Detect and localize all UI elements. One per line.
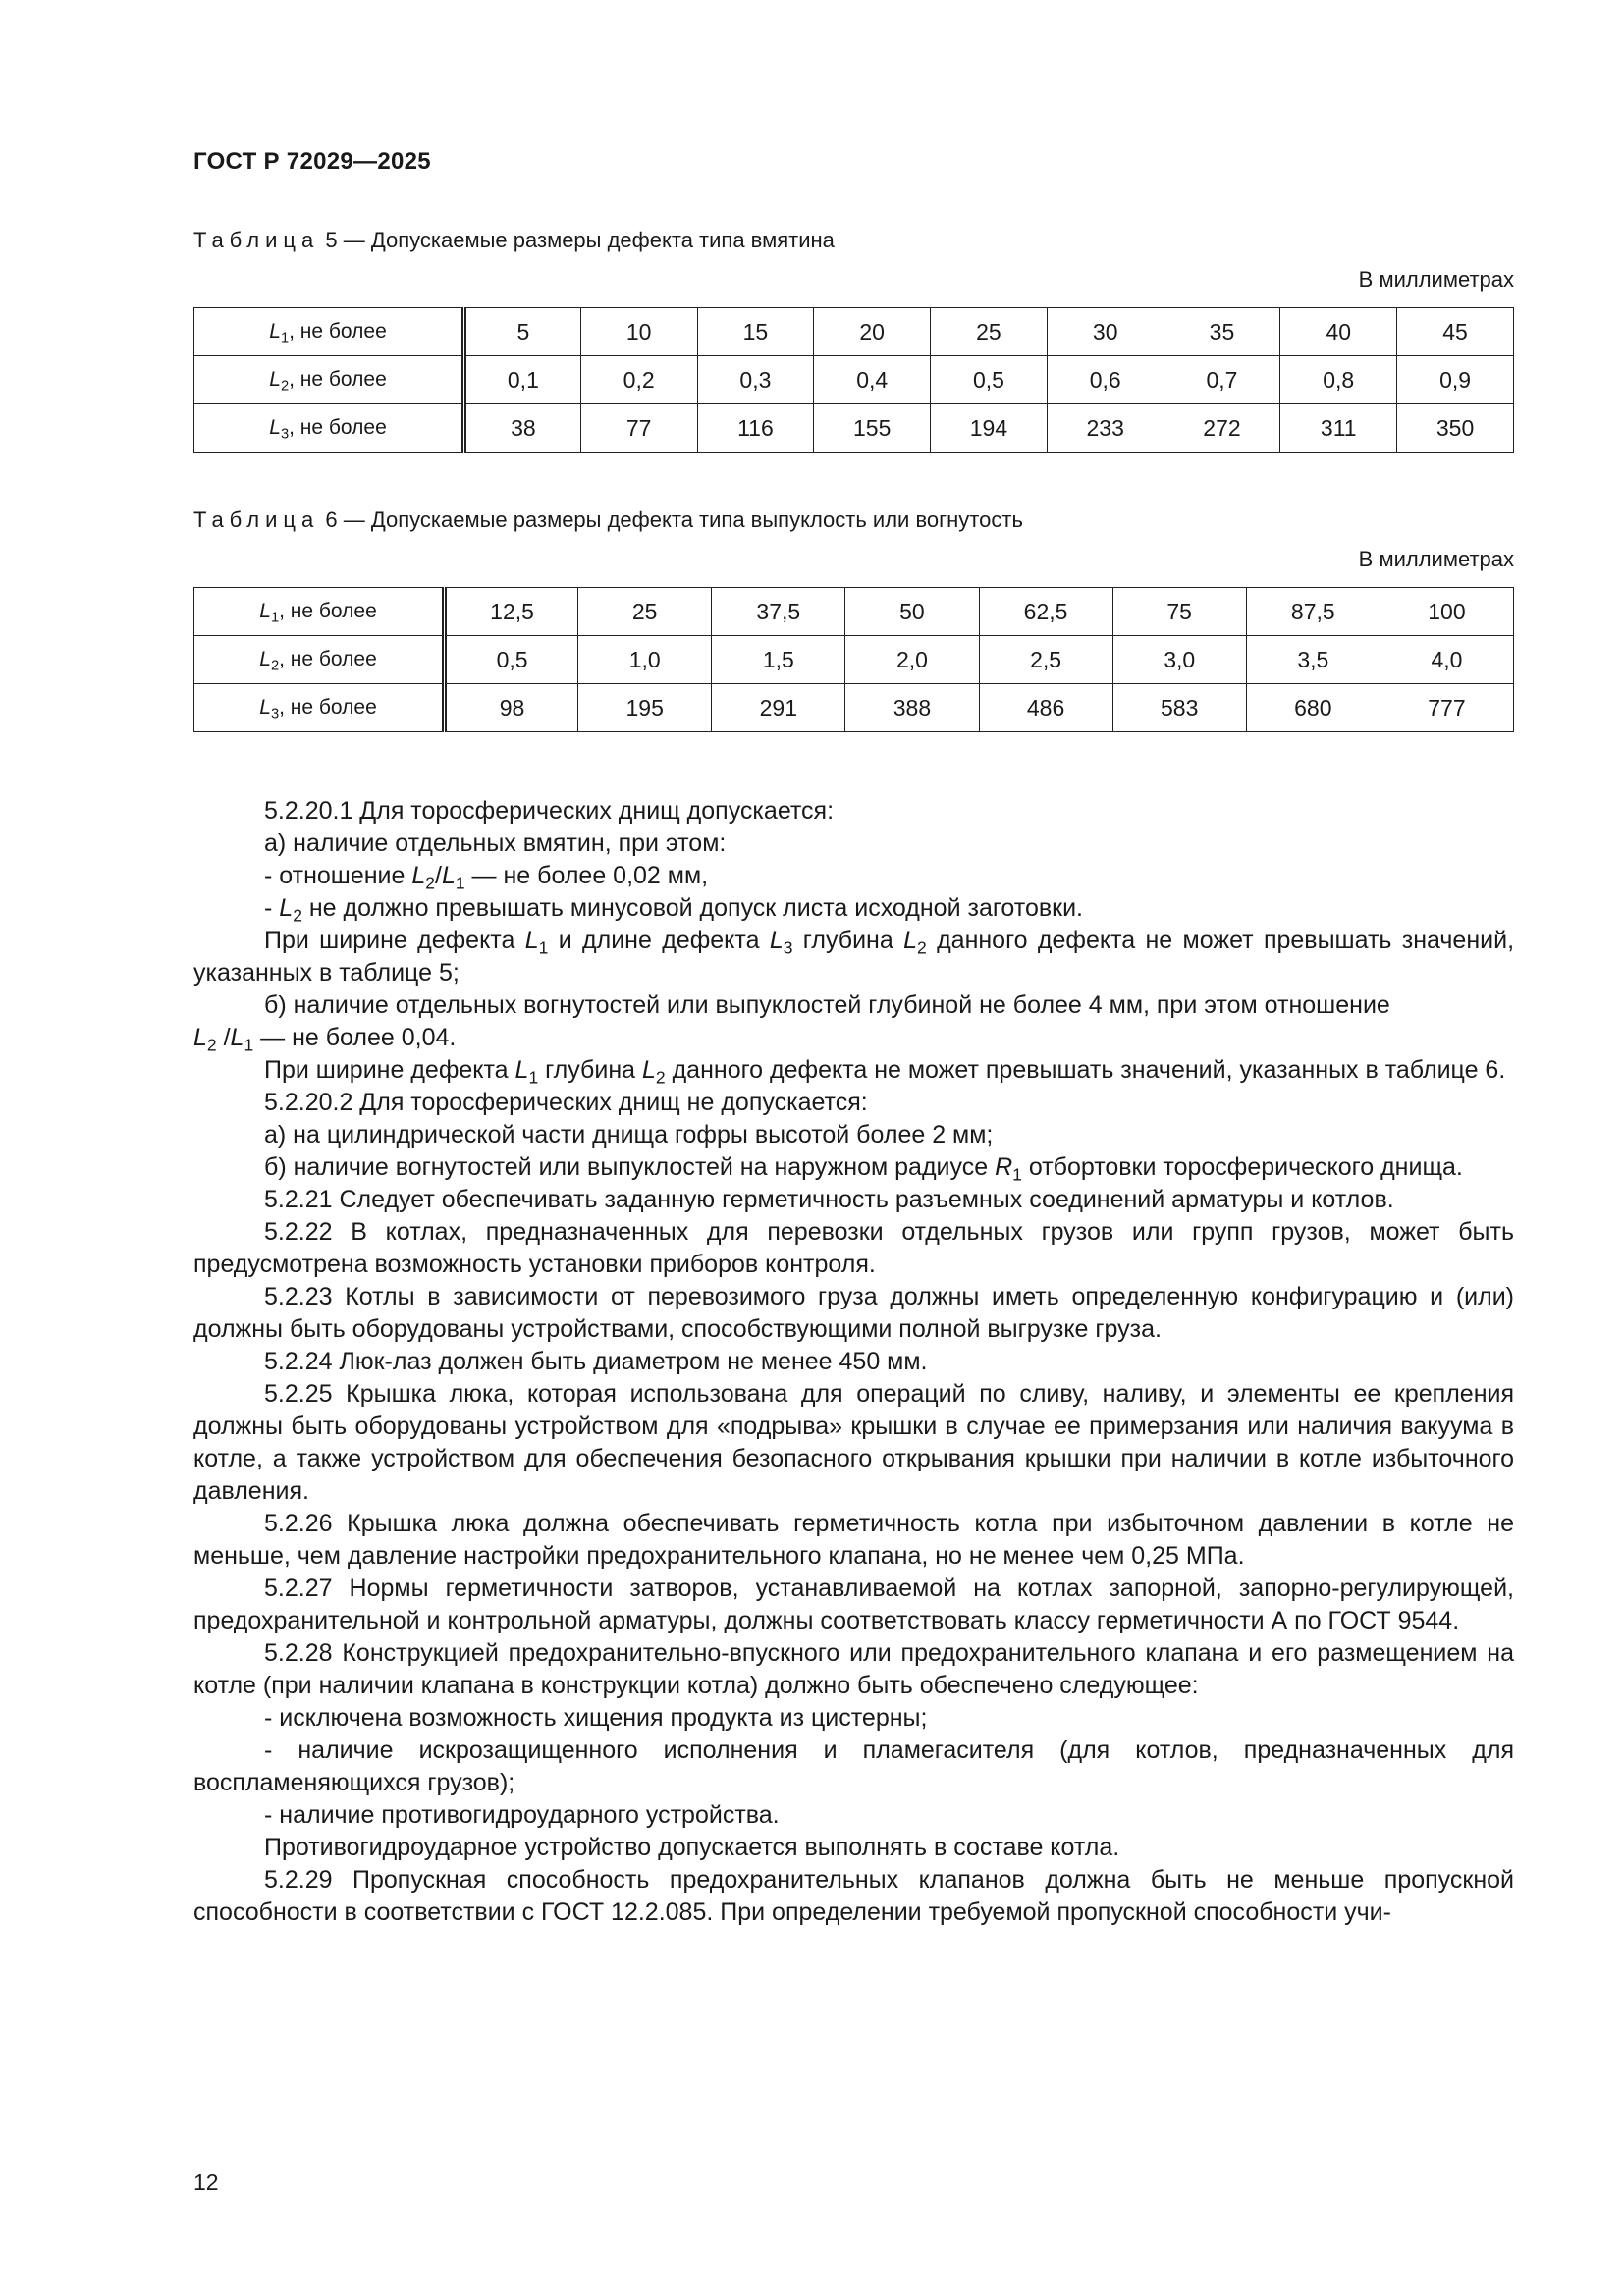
table-cell: 291 [712,684,845,732]
table-cell: 12,5 [445,588,578,636]
table-cell: 194 [931,404,1048,453]
table-cell: 116 [697,404,814,453]
list-item: - наличие искрозащищенного исполнения и пламегасителя (для котлов, предназначенных для воспламеняющихся грузов); [193,1736,1514,1796]
table6-units: В миллиметрах [1358,547,1514,571]
table-cell: 38 [464,404,581,453]
table-cell: 0,5 [931,356,1048,404]
table5-caption-word: Таблица [193,228,320,252]
paragraph: 5.2.23 Котлы в зависимости от перевозимого груза должны иметь определенную конфигурацию и (или) должны быть оборудованы устройствами, способствующими полной выгрузке груза. [193,1283,1514,1343]
list-item: - наличие противогидроударного устройства. [264,1801,780,1829]
table-cell: 1,5 [712,636,845,684]
table-cell: 25 [578,588,712,636]
paragraph: При ширине дефекта $L_1$ и длине дефекта $L_3$ глубина $L_2$ данного дефекта не может превышать значений, указанных в таблице 5; [193,927,1515,987]
table-cell: 98 [445,684,578,732]
list-item: а) на цилиндрической части днища гофры высотой более 2 мм; [264,1121,994,1148]
table6 [193,587,1514,732]
table-row [194,636,1514,684]
table-cell: 4,0 [1380,636,1513,684]
table-cell: 0,2 [580,356,697,404]
table-cell: 2,5 [979,636,1112,684]
list-item: б) наличие вогнутостей или выпуклостей на наружном радиусе $R_1$ отбортовки торосферического днища. [264,1153,1463,1185]
table-cell: 25 [931,308,1048,356]
paragraph: 5.2.24 Люк-лаз должен быть диаметром не менее 450 мм. [264,1348,928,1375]
table-cell: 0,5 [445,636,578,684]
table-cell: 20 [814,308,931,356]
row-label-l1: $L_1$, не более [194,308,464,356]
table-cell: 50 [845,588,979,636]
table-row [194,356,1514,404]
paragraph: 5.2.22 В котлах, предназначенных для перевозки отдельных грузов или групп грузов, может быть предусмотрена возможность установки приборов контроля. [193,1218,1514,1278]
table-cell: 272 [1164,404,1280,453]
table-cell: 30 [1047,308,1164,356]
paragraph: 5.2.28 Конструкцией предохранительно-впускного или предохранительного клапана и его размещением на котле (при наличии клапана в конструкции котла) должно быть обеспечено следующее: [193,1639,1514,1699]
table6-caption-text: 6 — Допускаемые размеры дефекта типа выпуклость или вогнутость [325,507,1023,532]
table-cell: 0,7 [1164,356,1280,404]
table-cell: 350 [1397,404,1514,453]
table-cell: 0,1 [464,356,581,404]
table-cell: 40 [1280,308,1397,356]
table-cell: 680 [1246,684,1380,732]
table-cell: 5 [464,308,581,356]
table-cell: 0,8 [1280,356,1397,404]
list-item: - исключена возможность хищения продукта из цистерны; [264,1704,928,1732]
table-cell: 388 [845,684,979,732]
table-cell: 195 [578,684,712,732]
body-text [193,795,1514,1929]
table-cell: 100 [1380,588,1513,636]
list-item: - отношение $L_2/L_1$ — не более 0,02 мм, [264,862,709,893]
table-cell: 777 [1380,684,1513,732]
list-item: - $L_2$ не должно превышать минусовой допуск листа исходной заготовки. [264,894,1083,926]
table-row [194,404,1514,453]
table-row [194,684,1514,732]
table-cell: 0,6 [1047,356,1164,404]
paragraph: Противогидроударное устройство допускается выполнять в составе котла. [264,1834,1120,1861]
table-cell: 62,5 [979,588,1112,636]
paragraph: 5.2.27 Нормы герметичности затворов, устанавливаемой на котлах запорной, запорно-регулирующей, предохранительной и контрольной арматуры, должны соответствовать классу герметичности А по ГОСТ 9544. [193,1575,1514,1634]
paragraph: 5.2.20.1 Для торосферических днищ допускается: [264,797,835,825]
row-label-l1: $L_1$, не более [194,588,445,636]
table6-caption [193,507,1023,533]
table5-units: В миллиметрах [1358,267,1514,292]
table-cell: 486 [979,684,1112,732]
table-cell: 2,0 [845,636,979,684]
list-item: б) наличие отдельных вогнутостей или выпуклостей глубиной не более 4 мм, при этом отношение [264,991,1390,1019]
row-label-l2: $L_2$, не более [194,636,445,684]
table-cell: 37,5 [712,588,845,636]
page-number: 12 [193,2169,219,2195]
table-cell: 233 [1047,404,1164,453]
table-cell: 0,3 [697,356,814,404]
table5-caption [193,228,835,253]
row-label-l3: $L_3$, не более [194,684,445,732]
table5 [193,307,1514,453]
table-cell: 77 [580,404,697,453]
table-row [194,588,1514,636]
table-cell: 3,0 [1112,636,1246,684]
table5-caption-text: 5 — Допускаемые размеры дефекта типа вмятина [325,228,835,252]
row-label-l3: $L_3$, не более [194,404,464,453]
table-cell: 75 [1112,588,1246,636]
list-item: а) наличие отдельных вмятин, при этом: [264,829,727,857]
paragraph: 5.2.26 Крышка люка должна обеспечивать герметичность котла при избыточном давлении в котле не меньше, чем давление настройки предохранительного клапана, но не менее чем 0,25 МПа. [193,1510,1514,1570]
table-cell: 35 [1164,308,1280,356]
table-cell: 3,5 [1246,636,1380,684]
table-cell: 87,5 [1246,588,1380,636]
table6-caption-word: Таблица [193,507,320,532]
row-label-l2: $L_2$, не более [194,356,464,404]
table-cell: 15 [697,308,814,356]
paragraph: 5.2.21 Следует обеспечивать заданную герметичность разъемных соединений арматуры и котлов. [264,1186,1394,1213]
table-cell: 155 [814,404,931,453]
table-cell: 1,0 [578,636,712,684]
paragraph: При ширине дефекта $L_1$ глубина $L_2$ данного дефекта не может превышать значений, указанных в таблице 6. [264,1056,1506,1088]
paragraph: 5.2.25 Крышка люка, которая использована для операций по сливу, наливу, и элементы ее крепления должны быть оборудованы устройством для «подрыва» крышки в случае ее примерзания или наличия вакуума в котле, а также устройством для обеспечения безопасного открывания крышки при наличии в котле избыточного давления. [193,1380,1514,1505]
table-cell: 10 [580,308,697,356]
table-cell: 45 [1397,308,1514,356]
paragraph: 5.2.20.2 Для торосферических днищ не допускается: [264,1089,868,1116]
table-cell: 311 [1280,404,1397,453]
paragraph: $L_2$ $/L_1$ — не более 0,04. [193,1024,457,1055]
table-row [194,308,1514,356]
paragraph: 5.2.29 Пропускная способность предохранительных клапанов должна быть не меньше пропускной способности в соответствии с ГОСТ 12.2.085. При определении требуемой пропускной способности учи- [193,1866,1514,1926]
document-header: ГОСТ Р 72029—2025 [193,148,431,175]
table-cell: 0,4 [814,356,931,404]
table-cell: 0,9 [1397,356,1514,404]
table-cell: 583 [1112,684,1246,732]
